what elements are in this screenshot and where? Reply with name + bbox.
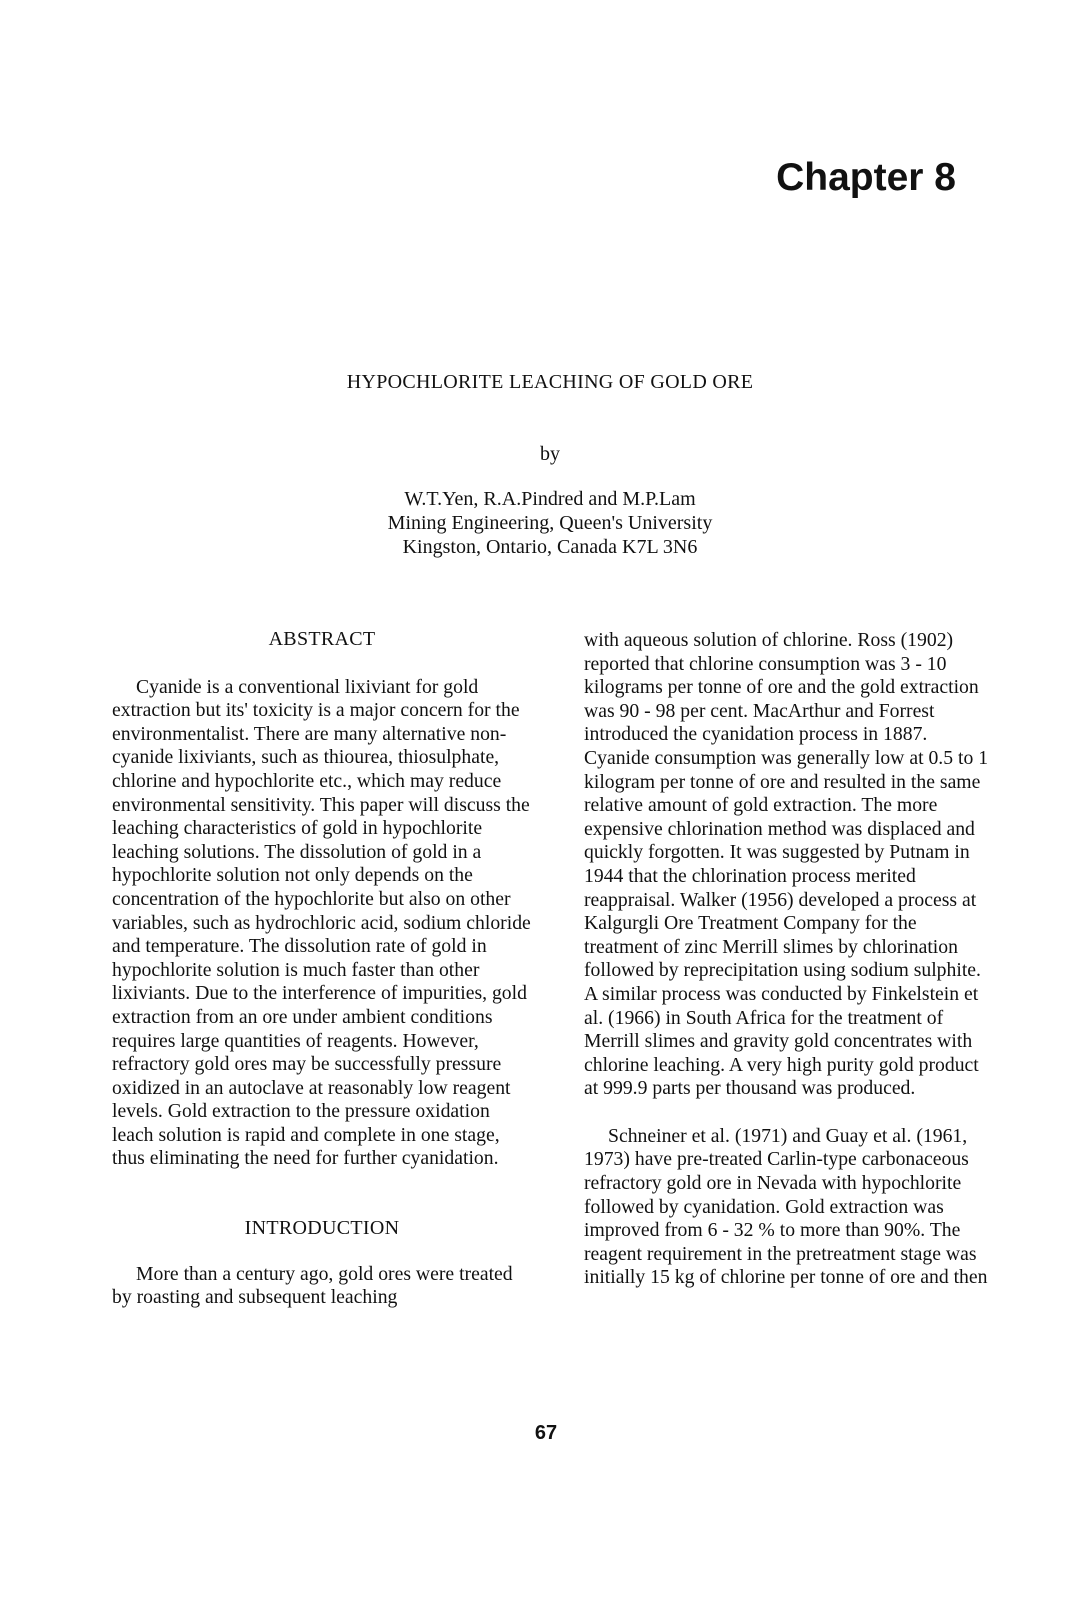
byline-word: by xyxy=(540,443,560,465)
author-block xyxy=(280,487,820,559)
left-column xyxy=(112,628,532,1310)
abstract-text: Cyanide is a conventional lixiviant for gold extraction but its' toxicity is a major concern for the environmentalist. There are many alternative non-cyanide lixiviants, such as thiourea, thiosulphate, chlorine and hypochlorite etc., which may reduce environmental sensitivity. This paper will discuss the leaching characteristics of gold in hypochlorite leaching solutions. The dissolution of gold in a hypochlorite solution not only depends on the concentration of the hypochlorite but also on other variables, such as hydrochloric acid, sodium chloride and temperature. The dissolution rate of gold in hypochlorite solution is much faster than other lixiviants. Due to the interference of impurities, gold extraction from an ore under ambient conditions requires large quantities of reagents. However, refractory gold ores may be successfully pressure oxidized in an autoclave at reasonably low reagent levels. Gold extraction to the pressure oxidation leach solution is rapid and complete in one stage, thus eliminating the need for further cyanidation. xyxy=(112,675,531,1170)
introduction-paragraph-2: Schneiner et al. (1971) and Guay et al. (1961, 1973) have pre-treated Carlin-type carbonaceous refractory gold ore in Nevada with hypochlorite followed by cyanidation. Gold extraction was improved from 6 - 32 % to more than 90%. The reagent requirement in the pretreatment stage was initially 15 kg of chlorine per tonne of ore and then xyxy=(584,1124,988,1289)
paper-title: HYPOCHLORITE LEACHING OF GOLD ORE xyxy=(346,371,754,393)
page-number: 67 xyxy=(534,1422,558,1444)
right-column xyxy=(584,629,992,1290)
abstract-heading: ABSTRACT xyxy=(268,628,376,650)
introduction-paragraph-1-start: More than a century ago, gold ores were treated by roasting and subsequent leaching xyxy=(112,1262,513,1309)
authors: W.T.Yen, R.A.Pindred and M.P.Lam xyxy=(404,488,696,510)
introduction-paragraph-1-continued: with aqueous solution of chlorine. Ross (1902) reported that chlorine consumption was 3 - 10 kilograms per tonne of ore and the gold extraction was 90 - 98 per cent. MacArthur and Forrest introduced the cyanidation process in 1887. Cyanide consumption was generally low at 0.5 to 1 kilogram per tonne of ore and resulted in the same relative amount of gold extraction. The more expensive chlorination method was displaced and quickly forgotten. It was suggested by Putnam in 1944 that the chlorination process merited reappraisal. Walker (1956) developed a process at Kalgurgli Ore Treatment Company for the treatment of zinc Merrill slimes by chlorination followed by reprecipitation using sodium sulphite. A similar process was conducted by Finkelstein et al. (1966) in South Africa for the treatment of Merrill slimes and gravity gold concentrates with chlorine leaching. A very high purity gold product at 999.9 parts per thousand was produced. xyxy=(584,629,989,1100)
affiliation-line-2: Kingston, Ontario, Canada K7L 3N6 xyxy=(402,536,698,558)
introduction-heading: INTRODUCTION xyxy=(244,1217,400,1240)
chapter-label: Chapter 8 xyxy=(776,156,956,199)
affiliation-line-1: Mining Engineering, Queen's University xyxy=(387,512,713,534)
